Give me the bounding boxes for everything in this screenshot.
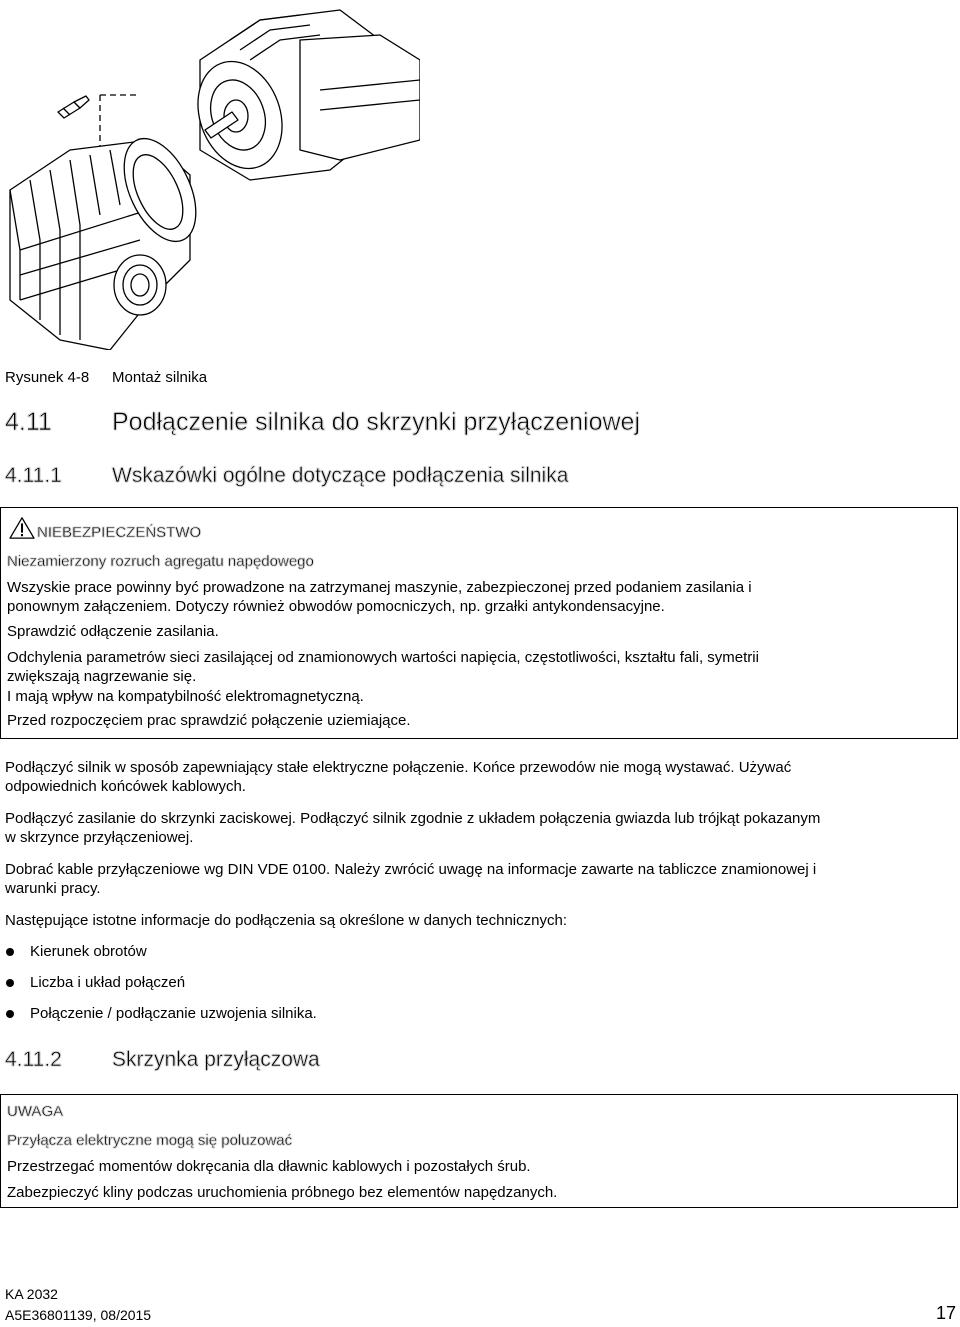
figure-caption-text: Montaż silnika: [112, 369, 208, 386]
danger-header: [7, 520, 201, 544]
page-number: 17: [935, 1303, 956, 1323]
danger-line: Przed rozpoczęciem prac sprawdzić połączenie uziemiające.: [7, 712, 411, 729]
danger-line: I mają wpływ na kompatybilność elektromagnetyczną.: [7, 688, 364, 705]
figure-caption: [5, 369, 207, 386]
paragraph-line: odpowiednich końcówek kablowych.: [5, 778, 246, 795]
bullet-icon: [6, 1010, 14, 1018]
list-item-text: Kierunek obrotów: [30, 943, 147, 960]
bullet-icon: [6, 948, 14, 956]
list-item-text: Liczba i układ połączeń: [30, 974, 186, 991]
figure-number: Rysunek 4-8: [5, 369, 90, 386]
bullet-icon: [6, 979, 14, 987]
danger-line: Odchylenia parametrów sieci zasilającej od znamionowych wartości napięcia, częstotliwości, kształtu fali, symetrii: [7, 649, 759, 666]
danger-line: Wszyskie prace powinny być prowadzone na zatrzymanej maszynie, zabezpieczonej przed podaniem zasilania i: [7, 579, 752, 596]
list-item: [0, 973, 600, 993]
paragraph-line: Podłączyć silnik w sposób zapewniający stałe elektryczne połączenie. Końce przewodów nie mogą wystawać. Używać: [5, 759, 792, 776]
screw-icon: [58, 96, 89, 118]
section-heading: [5, 408, 640, 437]
section-title: Podłączenie silnika do skrzynki przyłączeniowej: [112, 408, 641, 436]
paragraph-line: warunki pracy.: [5, 880, 101, 897]
subsection-number-2: 4.11.2: [5, 1048, 62, 1071]
motor-mounting-figure: [0, 0, 420, 350]
warning-triangle-icon: [7, 516, 37, 540]
notice-line: Przestrzegać momentów dokręcania dla dławnic kablowych i pozostałych śrub.: [7, 1158, 531, 1175]
notice-line: Zabezpieczyć kliny podczas uruchomienia próbnego bez elementów napędzanych.: [7, 1184, 558, 1201]
subsection-title-1: Wskazówki ogólne dotyczące podłączenia silnika: [112, 464, 569, 487]
subsection-heading-1: [5, 464, 568, 488]
section-number: 4.11: [5, 408, 52, 436]
list-item: [0, 942, 600, 962]
subsection-number-1: 4.11.1: [5, 464, 62, 487]
list-item-text: Połączenie / podłączanie uzwojenia silnika.: [30, 1005, 317, 1022]
notice-label: UWAGA: [7, 1103, 64, 1120]
danger-box: [0, 507, 958, 739]
paragraph-line: Następujące istotne informacje do podłączenia są określone w danych technicznych:: [5, 912, 567, 929]
footer-doc-title: KA 2032: [5, 1286, 58, 1302]
list-item: [0, 1004, 600, 1024]
notice-box: [0, 1094, 958, 1208]
paragraph-line: Dobrać kable przyłączeniowe wg DIN VDE 0100. Należy zwrócić uwagę na informacje zawarte na tabliczce znamionowej i: [5, 861, 817, 878]
notice-heading: Przyłącza elektryczne mogą się poluzować: [7, 1132, 293, 1149]
danger-line: ponownym załączeniem. Dotyczy również obwodów pomocniczych, np. grzałki antykondensacyjne.: [7, 598, 665, 615]
danger-line: zwiększają nagrzewanie się.: [7, 668, 197, 685]
paragraph-line: w skrzynce przyłączeniowej.: [5, 829, 194, 846]
danger-line: Sprawdzić odłączenie zasilania.: [7, 623, 219, 640]
danger-heading: Niezamierzony rozruch agregatu napędowego: [7, 553, 314, 570]
footer-doc-code: A5E36801139, 08/2015: [5, 1307, 152, 1323]
paragraph-line: Podłączyć zasilanie do skrzynki zaciskowej. Podłączyć silnik zgodnie z układem połączenia gwiazda lub trójkąt pokazanym: [5, 810, 821, 827]
subsection-title-2: Skrzynka przyłączowa: [112, 1048, 320, 1071]
danger-label: NIEBEZPIECZEŃSTWO: [37, 523, 202, 541]
subsection-heading-2: [5, 1048, 320, 1072]
